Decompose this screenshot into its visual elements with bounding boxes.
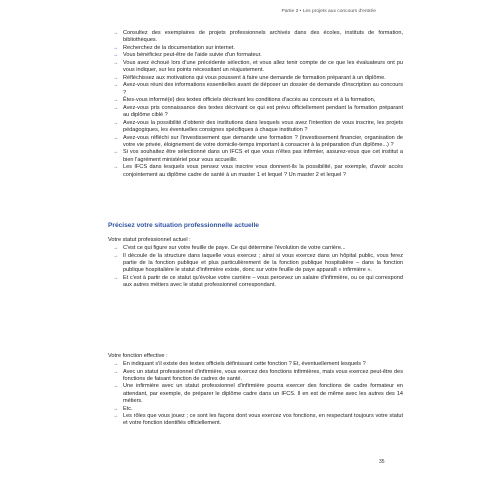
list-item — [113, 97, 403, 104]
arrow-bullet-icon: → — [113, 74, 119, 81]
list-item — [113, 52, 403, 59]
arrow-bullet-icon: → — [113, 383, 119, 390]
list-item-text: Vous bénéficiez peut-être de l'aide suivie d'un formateur. — [123, 52, 262, 59]
list-item-text: Avez-vous réfléchi sur l'investissement que demande une formation ? (investissement financier, organisation de votre vie privée, éloignement de votre domicile-temps important à consacrer à la préparation d'un diplôme...) ? — [123, 134, 403, 148]
arrow-bullet-icon: → — [113, 44, 119, 51]
list-item — [113, 383, 403, 405]
list-item-text: Une infirmière avec un statut professionnel d'infirmière pourra exercer des fonctions de cadre formateur en attendant, par exemple, de préparer le diplôme cadre dans un IFCS. Il en est de même avec les autres des 14 métiers. — [123, 383, 403, 404]
list-item — [113, 413, 403, 428]
list-item-text: Avez-vous réuni des informations essentielles avant de déposer un dossier de demande d'inscription au concours ? — [123, 82, 403, 96]
fonction-list — [113, 361, 403, 428]
list-item — [113, 164, 403, 179]
list-item — [113, 245, 403, 252]
arrow-bullet-icon: → — [113, 119, 119, 126]
arrow-bullet-icon: → — [113, 164, 119, 171]
list-item-text: Avec un statut professionnel d'infirmière, vous exercez des fonctions infirmières, mais vous exercez peut-être des fonctions de faisant fonction de cadres de santé. — [123, 368, 403, 382]
arrow-bullet-icon: → — [113, 60, 119, 67]
section-title: Précisez votre situation professionnelle actuelle — [108, 222, 259, 229]
list-item-text: En indiquant s'il existe des textes officiels définissant cette fonction ? Et, éventuellement lesquels ? — [123, 361, 366, 367]
list-item-text: Avez-vous la possibilité d'obtenir des institutions dans lesquels vous avez l'intention de vous inscrire, les projets pédagogiques, les éventuelles consignes spécifiques à chaque institution ? — [123, 119, 403, 133]
list-item — [113, 105, 403, 120]
list-item — [113, 60, 403, 75]
list-item — [113, 75, 403, 82]
arrow-bullet-icon: → — [113, 413, 119, 420]
list-item — [113, 135, 403, 150]
arrow-bullet-icon: → — [113, 104, 119, 111]
list-item-text: Etc. — [123, 405, 133, 412]
list-item-text: Vous avez échoué lors d'une précédente sélection, et vous allez tenir compte de ce que les évaluateurs ont pu vous indiquer, sur les points nécessitant un réajustement. — [123, 60, 403, 74]
list-item-text: C'est ce qui figure sur votre feuille de paye. Ce qui détermine l'évolution de votre carrière... — [123, 245, 346, 251]
list-item — [113, 361, 403, 368]
list-item — [113, 30, 403, 45]
list-item-text: Et c'est à partir de ce statut qu'évolue votre carrière – vous percevez un salaire d'infirmière, ou ce qui correspond aux autres métiers avec le statut professionnel correspondant. — [123, 274, 403, 288]
arrow-bullet-icon: → — [113, 245, 119, 251]
running-head: Partie 2 • Les projets aux concours d'entrée — [281, 9, 376, 14]
fonction-lead: Votre fonction effective : — [108, 353, 168, 359]
advice-list — [113, 30, 403, 179]
arrow-bullet-icon: → — [113, 30, 119, 36]
list-item-text: Les rôles que vous jouez ; ce sont les façons dont vous exercez vos fonctions, en respectant toujours votre statut et votre fonction identifiés officiellement. — [123, 413, 403, 427]
list-item-text: Si vos souhaitez être sélectionné dans un IFCS et que vous n'êtes pas infirmier, assurez-vous que cet institut a bien l'agrément ministériel pour vous accueillir. — [123, 149, 403, 163]
list-item — [113, 369, 403, 384]
arrow-bullet-icon: → — [113, 361, 119, 367]
list-item — [113, 82, 403, 97]
arrow-bullet-icon: → — [113, 252, 119, 259]
page-number: 35 — [379, 459, 385, 465]
list-item-text: Réfléchissez aux motivations qui vous poussent à faire une demande de formation préparant à un diplôme. — [123, 74, 386, 81]
arrow-bullet-icon: → — [113, 149, 119, 156]
arrow-bullet-icon: → — [113, 368, 119, 375]
list-item — [113, 120, 403, 135]
list-item — [113, 45, 403, 52]
arrow-bullet-icon: → — [113, 405, 119, 412]
statut-lead: Votre statut professionnel actuel : — [108, 237, 191, 243]
arrow-bullet-icon: → — [113, 52, 119, 59]
list-item — [113, 149, 403, 164]
arrow-bullet-icon: → — [113, 82, 119, 89]
list-item — [113, 406, 403, 413]
list-item-text: Êtes-vous informé(e) des textes officiels décrivant les conditions d'accès au concours et à la formation, — [123, 97, 376, 104]
list-item-text: Les IFCS dans lesquels vous pensez vous inscrire vous donnent-ils la possibilité, par exemple, d'avoir accès conjointement au diplôme cadre de santé à un master 1 et lequel ? Un master 2 et lequel ? — [123, 164, 403, 178]
arrow-bullet-icon: → — [113, 97, 119, 104]
list-item-text: Consultez des exemplaires de projets professionnels archivés dans des écoles, instituts de formation, bibliothèques. — [123, 30, 403, 44]
list-item-text: Il découle de la structure dans laquelle vous exercez ; ainsi si vous exercez dans un hôpital public, vous ferez partie de la fonction publique et plus particulièrement de la fonction publique hospitalière – dans la fonction publique hospitalière le statut d'infirmière existe, donc sur votre feuille de paye apparaît « infirmière ». — [123, 252, 403, 274]
list-item-text: Recherchez de la documentation sur internet. — [123, 44, 235, 51]
statut-list — [113, 245, 403, 290]
arrow-bullet-icon: → — [113, 134, 119, 141]
list-item — [113, 275, 403, 290]
arrow-bullet-icon: → — [113, 274, 119, 281]
list-item — [113, 253, 403, 275]
list-item-text: Avez-vous pris connaissance des textes décrivant ce qui est prévu officiellement pendant la formation préparant au diplôme ciblé ? — [123, 104, 403, 119]
